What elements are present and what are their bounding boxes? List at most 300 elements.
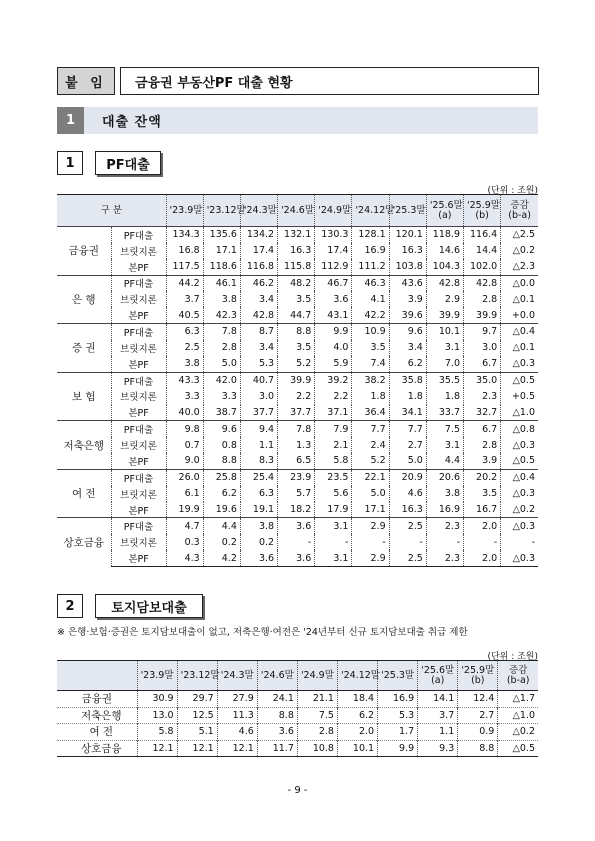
table-cell: 7.4 — [352, 356, 389, 372]
table-cell: 8.8 — [458, 740, 498, 757]
row-label: 브릿지론 — [111, 534, 166, 550]
table-cell: 3.7 — [418, 707, 458, 724]
table-cell: 5.8 — [137, 724, 177, 741]
row-label: 브릿지론 — [111, 291, 166, 307]
column-header-line1: '24.6말 — [281, 204, 315, 216]
column-header-line2: (b-a) — [508, 209, 531, 221]
column-header — [464, 195, 501, 227]
table-cell: 46.2 — [240, 275, 277, 291]
table-cell: 9.9 — [378, 740, 418, 757]
table-cell: 21.1 — [297, 691, 337, 708]
page-number: - 9 - — [287, 785, 308, 796]
table-cell: 6.3 — [240, 486, 277, 502]
column-header — [203, 195, 246, 227]
table-cell: 2.9 — [352, 518, 389, 534]
row-group-label: 여 전 — [57, 469, 111, 518]
table-cell: 30.9 — [137, 691, 177, 708]
table-cell: 2.3 — [426, 518, 463, 534]
table-cell: 132.1 — [278, 227, 315, 243]
column-header-line1: '25.9말 — [467, 199, 500, 211]
table-cell: 104.3 — [426, 259, 463, 275]
table-cell: △0.2 — [512, 245, 535, 257]
column-header — [378, 661, 418, 691]
table-cell: △1.7 — [512, 693, 535, 705]
table-row — [57, 724, 538, 741]
table-cell: 44.2 — [166, 275, 203, 291]
table-cell: 4.6 — [389, 486, 426, 502]
table-cell: 40.7 — [240, 372, 277, 388]
table-cell: 9.0 — [166, 453, 203, 469]
table-row — [57, 469, 538, 485]
table-cell: 3.5 — [278, 291, 315, 307]
table-cell: 3.8 — [240, 518, 277, 534]
table-cell: △0.3 — [501, 550, 538, 566]
table-row — [57, 453, 538, 469]
row-label: PF대출 — [111, 372, 166, 388]
table-cell: △0.4 — [501, 469, 538, 485]
row-group-label: 보 험 — [57, 372, 111, 421]
table-cell: 42.8 — [426, 275, 463, 291]
table-cell: 37.1 — [315, 405, 352, 421]
table-cell: 43.3 — [166, 372, 203, 388]
column-header — [498, 661, 538, 691]
table-cell: 2.7 — [458, 707, 498, 724]
table-cell: 134.3 — [166, 227, 203, 243]
table-cell: 16.9 — [352, 243, 389, 259]
table-cell: 17.9 — [315, 502, 352, 518]
table-cell: 11.3 — [217, 707, 257, 724]
table-cell: 3.4 — [240, 340, 277, 356]
table-header-row — [57, 195, 538, 227]
table-cell: 8.3 — [240, 453, 277, 469]
column-header-line1: '25.3말 — [392, 204, 426, 216]
column-header-line1: '24.12말 — [355, 204, 395, 216]
table-cell: △2.3 — [512, 261, 535, 273]
table-cell: △1.0 — [512, 406, 535, 418]
table-cell: 4.1 — [352, 291, 389, 307]
column-header-line1: '25.6말 — [429, 199, 463, 211]
table-cell: 9.7 — [464, 324, 501, 340]
table-cell: 40.0 — [166, 405, 203, 421]
table-cell: 2.8 — [203, 340, 240, 356]
table-cell: 2.0 — [464, 518, 501, 534]
table-cell: 3.6 — [315, 291, 352, 307]
column-header-line1: '24.6말 — [260, 669, 294, 681]
table-cell: 22.1 — [352, 469, 389, 485]
table-cell: - — [531, 536, 535, 548]
table-cell: 2.5 — [389, 550, 426, 566]
table-row — [57, 388, 538, 404]
table-cell: △0.1 — [512, 293, 535, 305]
table-cell: - — [389, 534, 426, 550]
table-cell: △0.3 — [512, 488, 535, 500]
table-cell: 3.5 — [464, 486, 501, 502]
table-cell: 44.7 — [278, 307, 315, 323]
table-cell: 3.5 — [278, 340, 315, 356]
table-cell: 120.1 — [389, 227, 426, 243]
table-cell: 4.7 — [166, 518, 203, 534]
table-cell: 0.2 — [240, 534, 277, 550]
table-cell: 38.7 — [203, 405, 240, 421]
table-cell: 36.4 — [352, 405, 389, 421]
table-cell: 2.3 — [464, 388, 501, 404]
table-cell: 5.6 — [315, 486, 352, 502]
column-header-line1: '23.12말 — [206, 204, 246, 216]
table-cell: △0.2 — [512, 504, 535, 516]
table-row — [57, 550, 538, 566]
column-header-line2: (a) — [438, 209, 452, 221]
column-header — [352, 195, 395, 227]
table-cell: 8.7 — [240, 324, 277, 340]
table-cell: 8.8 — [278, 324, 315, 340]
table-cell: 2.2 — [278, 388, 315, 404]
table-row — [57, 502, 538, 518]
table-row — [57, 356, 538, 372]
column-header — [315, 195, 352, 227]
land-loan-table — [57, 660, 538, 757]
table-cell: 3.8 — [166, 356, 203, 372]
table-cell: 2.8 — [464, 437, 501, 453]
table-cell: 2.4 — [352, 437, 389, 453]
table-cell: 128.1 — [352, 227, 389, 243]
table-header-row — [57, 661, 538, 691]
table-cell: 13.0 — [137, 707, 177, 724]
table-cell: 5.7 — [278, 486, 315, 502]
row-label: PF대출 — [111, 275, 166, 291]
table-cell: 20.2 — [464, 469, 501, 485]
table-cell: 116.4 — [464, 227, 501, 243]
table-cell: 48.2 — [278, 275, 315, 291]
table-cell: 3.1 — [315, 550, 352, 566]
table-cell: 6.2 — [337, 707, 377, 724]
table-cell: 117.5 — [166, 259, 203, 275]
table-cell: 6.5 — [278, 453, 315, 469]
table-cell: 0.8 — [203, 437, 240, 453]
table-row — [57, 534, 538, 550]
table-cell: +0.5 — [511, 390, 535, 402]
table-cell: 27.9 — [217, 691, 257, 708]
table-cell: 0.7 — [166, 437, 203, 453]
column-header-line2: (b-a) — [506, 674, 530, 686]
table-cell: 118.9 — [426, 227, 463, 243]
column-header-line2: (b) — [471, 674, 485, 686]
table-cell: 2.0 — [337, 724, 377, 741]
row-label: 본PF — [111, 405, 166, 421]
table-cell: 42.8 — [464, 275, 501, 291]
table-cell: 3.3 — [166, 388, 203, 404]
column-header-line1: 증감 — [508, 664, 528, 676]
table-cell: 1.1 — [240, 437, 277, 453]
table-row — [57, 227, 538, 243]
table-cell: 5.2 — [278, 356, 315, 372]
table-cell: 135.6 — [203, 227, 240, 243]
table-cell: 12.1 — [137, 740, 177, 757]
subsection-2-title: 토지담보대출 — [95, 594, 203, 618]
row-label: 본PF — [111, 259, 166, 275]
table-cell: 19.6 — [203, 502, 240, 518]
table-cell: △0.3 — [512, 439, 535, 451]
table-cell: 34.1 — [389, 405, 426, 421]
table-cell: 7.7 — [352, 421, 389, 437]
row-group-label: 금융권 — [57, 227, 111, 276]
table-cell: 103.8 — [389, 259, 426, 275]
table-cell: 115.8 — [278, 259, 315, 275]
table-cell: 14.4 — [464, 243, 501, 259]
table-cell: 2.5 — [389, 518, 426, 534]
table-cell: 39.9 — [464, 307, 501, 323]
table-cell: 3.1 — [426, 340, 463, 356]
table-cell: 25.8 — [203, 469, 240, 485]
column-header-line1: '23.9말 — [169, 204, 203, 216]
row-label: 상호금융 — [57, 740, 137, 757]
table-cell: 5.1 — [177, 724, 217, 741]
pf-loan-table — [57, 194, 538, 567]
table-cell: 16.9 — [426, 502, 463, 518]
table-cell: 17.4 — [315, 243, 352, 259]
table-cell: 12.1 — [177, 740, 217, 757]
table-cell: △0.1 — [512, 342, 535, 354]
section-number: 1 — [57, 107, 84, 134]
column-header — [389, 195, 426, 227]
row-label: 저축은행 — [57, 707, 137, 724]
table-cell: 6.3 — [166, 324, 203, 340]
table-cell: 0.2 — [203, 534, 240, 550]
column-header — [418, 661, 458, 691]
table-cell: 12.4 — [458, 691, 498, 708]
table-cell: 2.3 — [426, 550, 463, 566]
table-cell: 2.9 — [352, 550, 389, 566]
table-cell: 1.3 — [278, 437, 315, 453]
table-row — [57, 421, 538, 437]
table-cell: 10.9 — [352, 324, 389, 340]
row-group-label: 저축은행 — [57, 421, 111, 470]
table-cell: 5.2 — [352, 453, 389, 469]
table-cell: 12.5 — [177, 707, 217, 724]
table-row — [57, 340, 538, 356]
table-cell: 39.2 — [315, 372, 352, 388]
table-cell: 46.1 — [203, 275, 240, 291]
table-cell: 1.8 — [352, 388, 389, 404]
table-cell: 23.5 — [315, 469, 352, 485]
table-row — [57, 243, 538, 259]
table-cell: △2.5 — [501, 227, 538, 243]
table-cell: 42.3 — [203, 307, 240, 323]
table-cell: △0.5 — [512, 455, 535, 467]
table-cell: 39.6 — [389, 307, 426, 323]
land-loan-note: ※ 은행·보험·증권은 토지담보대출이 없고, 저축은행·여전은 '24년부터 신규 토지담보대출 취급 제한 — [57, 627, 468, 638]
table-cell: 4.6 — [217, 724, 257, 741]
table-cell: 9.3 — [418, 740, 458, 757]
table-cell: 5.9 — [315, 356, 352, 372]
row-group-label: 증 권 — [57, 324, 111, 373]
table1-unit: (단위 : 조원) — [487, 186, 538, 196]
table-cell: 14.1 — [418, 691, 458, 708]
column-header — [501, 195, 538, 227]
table-cell: 37.7 — [278, 405, 315, 421]
table-cell: 10.8 — [297, 740, 337, 757]
table-cell: 3.5 — [352, 340, 389, 356]
table-cell: 42.8 — [240, 307, 277, 323]
table-cell: 46.3 — [352, 275, 389, 291]
table-cell: 14.6 — [426, 243, 463, 259]
table-cell: 18.4 — [337, 691, 377, 708]
column-header — [257, 661, 297, 691]
table-cell: 2.2 — [315, 388, 352, 404]
table-row — [57, 259, 538, 275]
table-cell: 16.3 — [389, 243, 426, 259]
column-header — [240, 195, 277, 227]
table-cell: 8.8 — [203, 453, 240, 469]
table-row — [57, 405, 538, 421]
table-cell: 40.5 — [166, 307, 203, 323]
table-cell: 9.6 — [389, 324, 426, 340]
table-cell: 134.2 — [240, 227, 277, 243]
table-cell: 23.9 — [278, 469, 315, 485]
row-label: 브릿지론 — [111, 437, 166, 453]
table-cell: 3.1 — [315, 518, 352, 534]
table-cell: 1.8 — [389, 388, 426, 404]
column-header — [217, 661, 257, 691]
table-cell: 111.2 — [352, 259, 389, 275]
table-row — [57, 740, 538, 757]
table-cell: 6.7 — [464, 421, 501, 437]
table-cell: 5.3 — [378, 707, 418, 724]
row-label: 브릿지론 — [111, 388, 166, 404]
row-label: PF대출 — [111, 469, 166, 485]
table-cell: 18.2 — [278, 502, 315, 518]
table-cell: 4.2 — [203, 550, 240, 566]
table-cell: 9.4 — [240, 421, 277, 437]
table-row — [57, 307, 538, 323]
table-cell: 4.4 — [203, 518, 240, 534]
table-cell: 24.1 — [257, 691, 297, 708]
table-cell: 20.6 — [426, 469, 463, 485]
table-cell: 3.9 — [464, 453, 501, 469]
row-label: 브릿지론 — [111, 243, 166, 259]
table-cell: 1.8 — [426, 388, 463, 404]
table-cell: 42.0 — [203, 372, 240, 388]
table-cell: 16.3 — [389, 502, 426, 518]
table-cell: 19.9 — [166, 502, 203, 518]
table-cell: 3.8 — [203, 291, 240, 307]
column-header — [177, 661, 220, 691]
table2-unit: (단위 : 조원) — [487, 652, 538, 662]
table-row — [57, 372, 538, 388]
table-row — [57, 518, 538, 534]
table-cell: 20.9 — [389, 469, 426, 485]
row-label: PF대출 — [111, 518, 166, 534]
attachment-label: 붙 임 — [57, 67, 115, 95]
column-header-line1: '23.9말 — [140, 669, 174, 681]
table-cell: 19.1 — [240, 502, 277, 518]
table-cell: 7.8 — [278, 421, 315, 437]
table-cell: 1.1 — [418, 724, 458, 741]
row-label: PF대출 — [111, 227, 166, 243]
table-row — [57, 486, 538, 502]
table-cell: 35.8 — [389, 372, 426, 388]
table-cell: 26.0 — [166, 469, 203, 485]
table-row — [57, 707, 538, 724]
table-row — [57, 437, 538, 453]
table-cell: 9.8 — [166, 421, 203, 437]
column-header-line1: 증감 — [510, 199, 529, 211]
table-cell: 10.1 — [337, 740, 377, 757]
table-cell: 6.2 — [203, 486, 240, 502]
table-cell: 2.8 — [297, 724, 337, 741]
column-header-line1: '24.9말 — [300, 669, 334, 681]
table-corner-label — [57, 661, 137, 691]
table-cell: 3.4 — [240, 291, 277, 307]
table-cell: 37.7 — [240, 405, 277, 421]
row-label: 본PF — [111, 453, 166, 469]
table-cell: 3.6 — [240, 550, 277, 566]
table-cell: △0.4 — [501, 324, 538, 340]
table-cell: 32.7 — [464, 405, 501, 421]
row-label: 금융권 — [57, 691, 137, 708]
table-cell: 2.7 — [389, 437, 426, 453]
table-cell: △0.2 — [498, 724, 538, 741]
table-cell: 0.9 — [458, 724, 498, 741]
column-header-line1: '24.3말 — [220, 669, 254, 681]
column-header-line1: '24.12말 — [340, 669, 380, 681]
table-cell: 2.1 — [315, 437, 352, 453]
table-cell: 7.5 — [426, 421, 463, 437]
column-header-line2: (b) — [475, 209, 489, 221]
table-cell: 17.1 — [203, 243, 240, 259]
subsection-1-title: PF대출 — [95, 151, 161, 175]
table-cell: 1.7 — [378, 724, 418, 741]
row-label: 본PF — [111, 356, 166, 372]
row-group-label: 은 행 — [57, 275, 111, 324]
table-cell: 4.3 — [166, 550, 203, 566]
table-cell: 16.8 — [166, 243, 203, 259]
column-header-line1: '25.6말 — [421, 664, 455, 676]
table-cell: 3.6 — [278, 518, 315, 534]
table-row — [57, 275, 538, 291]
table-cell: 35.5 — [426, 372, 463, 388]
table-cell: 17.4 — [240, 243, 277, 259]
section-header — [57, 107, 538, 134]
table-cell: 7.8 — [203, 324, 240, 340]
table-row — [57, 291, 538, 307]
subsection-2-number: 2 — [57, 594, 83, 618]
table-cell: 6.1 — [166, 486, 203, 502]
subsection-1-number: 1 — [57, 151, 83, 175]
table-cell: 7.7 — [389, 421, 426, 437]
column-header — [458, 661, 498, 691]
column-header — [297, 661, 337, 691]
table-cell: 2.9 — [426, 291, 463, 307]
row-label: 본PF — [111, 502, 166, 518]
table-cell: - — [278, 534, 315, 550]
table-cell: △0.8 — [501, 421, 538, 437]
table-cell: 11.7 — [257, 740, 297, 757]
table-cell: 43.6 — [389, 275, 426, 291]
table-row — [57, 324, 538, 340]
table-cell: 2.0 — [464, 550, 501, 566]
table-cell: △0.3 — [501, 518, 538, 534]
table-cell: △0.5 — [501, 372, 538, 388]
table-cell: 5.8 — [315, 453, 352, 469]
column-header-line1: '24.3말 — [243, 204, 277, 216]
column-header-line1: '25.3말 — [381, 669, 415, 681]
table-cell: - — [315, 534, 352, 550]
table-cell: 3.1 — [426, 437, 463, 453]
table-cell: 0.3 — [166, 534, 203, 550]
row-label: PF대출 — [111, 421, 166, 437]
section-title: 대출 잔액 — [102, 115, 162, 130]
table-cell: 33.7 — [426, 405, 463, 421]
